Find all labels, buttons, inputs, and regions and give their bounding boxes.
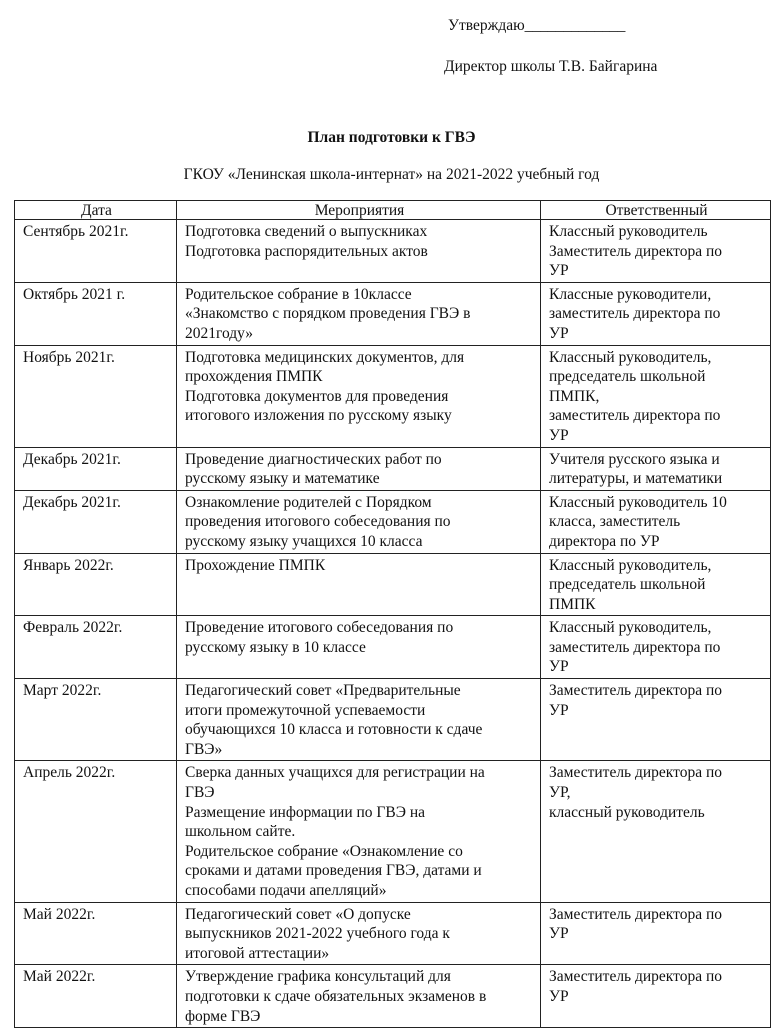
event-line: способами подачи апелляций»	[185, 882, 387, 899]
responsible-line: заместитель директора по	[549, 638, 721, 656]
responsible-line: Заместитель директора по	[549, 968, 723, 986]
table-row	[15, 902, 771, 965]
table-row	[15, 345, 771, 447]
cell-date: Ноябрь 2021г.	[15, 345, 177, 447]
header-events: Мероприятия	[177, 201, 541, 220]
cell-date: Октябрь 2021 г.	[15, 282, 177, 345]
responsible-line: УР	[549, 426, 569, 444]
event-line: Сверка данных учащихся для регистрации на	[185, 764, 485, 782]
cell-responsible	[541, 965, 771, 1028]
cell-events	[177, 679, 541, 761]
responsible-line: заместитель директора по	[549, 407, 721, 425]
event-line: школьном сайте.	[185, 823, 296, 841]
event-line: сроками и датами проведения ГВЭ, датами и	[185, 862, 482, 880]
table-row	[15, 553, 771, 616]
event-line: Подготовка распорядительных актов	[185, 242, 428, 260]
event-line: 2021году»	[185, 324, 254, 342]
approval-block	[444, 16, 657, 77]
table-row	[15, 761, 771, 902]
plan-table	[14, 200, 771, 1028]
event-line: Подготовка медицинских документов, для	[185, 348, 465, 366]
responsible-line: УР	[549, 701, 569, 719]
cell-responsible	[541, 761, 771, 902]
responsible-line: заместитель директора по	[549, 305, 721, 323]
event-line: Ознакомление родителей с Порядком	[185, 493, 432, 511]
responsible-line: Заместитель директора по	[549, 242, 723, 260]
table-row	[15, 220, 771, 283]
header-date: Дата	[15, 201, 177, 220]
responsible-line: УР	[549, 987, 569, 1005]
event-line: ГВЭ»	[185, 740, 223, 758]
event-line: Проведение итогового собеседования по	[185, 619, 454, 637]
responsible-line: УР,	[549, 784, 571, 802]
event-line: «Знакомство с порядком проведения ГВЭ в	[185, 305, 471, 323]
header-responsible: Ответственный	[541, 201, 771, 220]
responsible-line: Классный руководитель 10	[549, 493, 727, 511]
event-line: русскому языку в 10 классе	[185, 638, 366, 656]
responsible-line: председатель школьной	[549, 576, 706, 594]
cell-events	[177, 761, 541, 902]
cell-responsible	[541, 282, 771, 345]
cell-date: Январь 2022г.	[15, 553, 177, 616]
cell-events	[177, 282, 541, 345]
responsible-line: директора по УР	[549, 532, 660, 550]
cell-date: Сентябрь 2021г.	[15, 220, 177, 283]
event-line: итоги промежуточной успеваемости	[185, 701, 426, 719]
event-line: проведения итогового собеседования по	[185, 513, 451, 531]
event-line: русскому языку и математике	[185, 470, 380, 488]
document-title: План подготовки к ГВЭ	[307, 129, 476, 146]
event-line: итогового изложения по русскому языку	[185, 407, 452, 425]
responsible-line: ПМПК,	[549, 387, 600, 405]
responsible-line: УР	[549, 324, 569, 342]
cell-date: Декабрь 2021г.	[15, 447, 177, 490]
responsible-line: Заместитель директора по	[549, 682, 723, 700]
cell-responsible	[541, 490, 771, 553]
document-subtitle: ГКОУ «Ленинская школа-интернат» на 2021-2022 учебный год	[183, 166, 600, 183]
cell-events	[177, 447, 541, 490]
cell-events	[177, 553, 541, 616]
approval-line: Утверждаю_____________	[448, 17, 626, 34]
event-line: Родительское собрание «Ознакомление со	[185, 842, 463, 860]
cell-events	[177, 220, 541, 283]
event-line: Педагогический совет «О допуске	[185, 905, 411, 923]
cell-events	[177, 490, 541, 553]
responsible-line: председатель школьной	[549, 368, 706, 386]
responsible-line: УР	[549, 262, 569, 280]
cell-events	[177, 902, 541, 965]
event-line: прохождения ПМПК	[185, 368, 323, 386]
table-row	[15, 447, 771, 490]
event-line: обучающихся 10 класса и готовности к сдаче	[185, 721, 483, 739]
table-row	[15, 616, 771, 679]
event-line: Педагогический совет «Предварительные	[185, 682, 461, 700]
cell-date: Май 2022г.	[15, 965, 177, 1028]
cell-responsible	[541, 220, 771, 283]
cell-responsible	[541, 447, 771, 490]
responsible-line: Заместитель директора по	[549, 764, 723, 782]
event-line: Утверждение графика консультаций для	[185, 968, 451, 986]
table-header-row	[15, 201, 771, 220]
responsible-line: класса, заместитель	[549, 513, 681, 531]
cell-responsible	[541, 345, 771, 447]
event-line: Размещение информации по ГВЭ на	[185, 803, 425, 821]
event-line: Проведение диагностических работ по	[185, 450, 442, 468]
cell-events	[177, 616, 541, 679]
cell-responsible	[541, 679, 771, 761]
event-line: подготовки к сдаче обязательных экзаменов в	[185, 987, 487, 1005]
cell-date: Март 2022г.	[15, 679, 177, 761]
table-row	[15, 965, 771, 1028]
responsible-line: Заместитель директора по	[549, 905, 723, 923]
cell-date: Декабрь 2021г.	[15, 490, 177, 553]
cell-date: Апрель 2022г.	[15, 761, 177, 902]
table-row	[15, 679, 771, 761]
responsible-line: УР	[549, 658, 569, 676]
cell-events	[177, 345, 541, 447]
event-line: Подготовка документов для проведения	[185, 387, 449, 405]
event-line: итоговой аттестации»	[185, 944, 330, 962]
event-line: русскому языку учащихся 10 класса	[185, 532, 423, 550]
responsible-line: УР	[549, 925, 569, 943]
cell-date: Февраль 2022г.	[15, 616, 177, 679]
event-line: Родительское собрание в 10классе	[185, 285, 412, 303]
cell-responsible	[541, 616, 771, 679]
cell-date: Май 2022г.	[15, 902, 177, 965]
event-line: ГВЭ	[185, 784, 215, 802]
cell-events	[177, 965, 541, 1028]
responsible-line: литературы, и математики	[549, 470, 723, 488]
responsible-line: ПМПК	[549, 595, 596, 613]
responsible-line: Классный руководитель,	[549, 556, 712, 574]
director-signature-line: Директор школы Т.В. Байгарина	[444, 58, 658, 75]
event-line: форме ГВЭ	[185, 1007, 261, 1025]
cell-responsible	[541, 553, 771, 616]
responsible-line: Классный руководитель	[549, 223, 708, 240]
event-line: Прохождение ПМПК	[185, 556, 326, 574]
table-row	[15, 282, 771, 345]
responsible-line: Классный руководитель,	[549, 619, 712, 637]
event-line: выпускников 2021-2022 учебного года к	[185, 925, 450, 943]
responsible-line: классный руководитель	[549, 803, 705, 821]
responsible-line: Учителя русского языка и	[549, 450, 720, 468]
responsible-line: Классные руководители,	[549, 285, 712, 303]
table-row	[15, 490, 771, 553]
event-line: Подготовка сведений о выпускниках	[185, 223, 428, 240]
responsible-line: Классный руководитель,	[549, 348, 712, 366]
cell-responsible	[541, 902, 771, 965]
